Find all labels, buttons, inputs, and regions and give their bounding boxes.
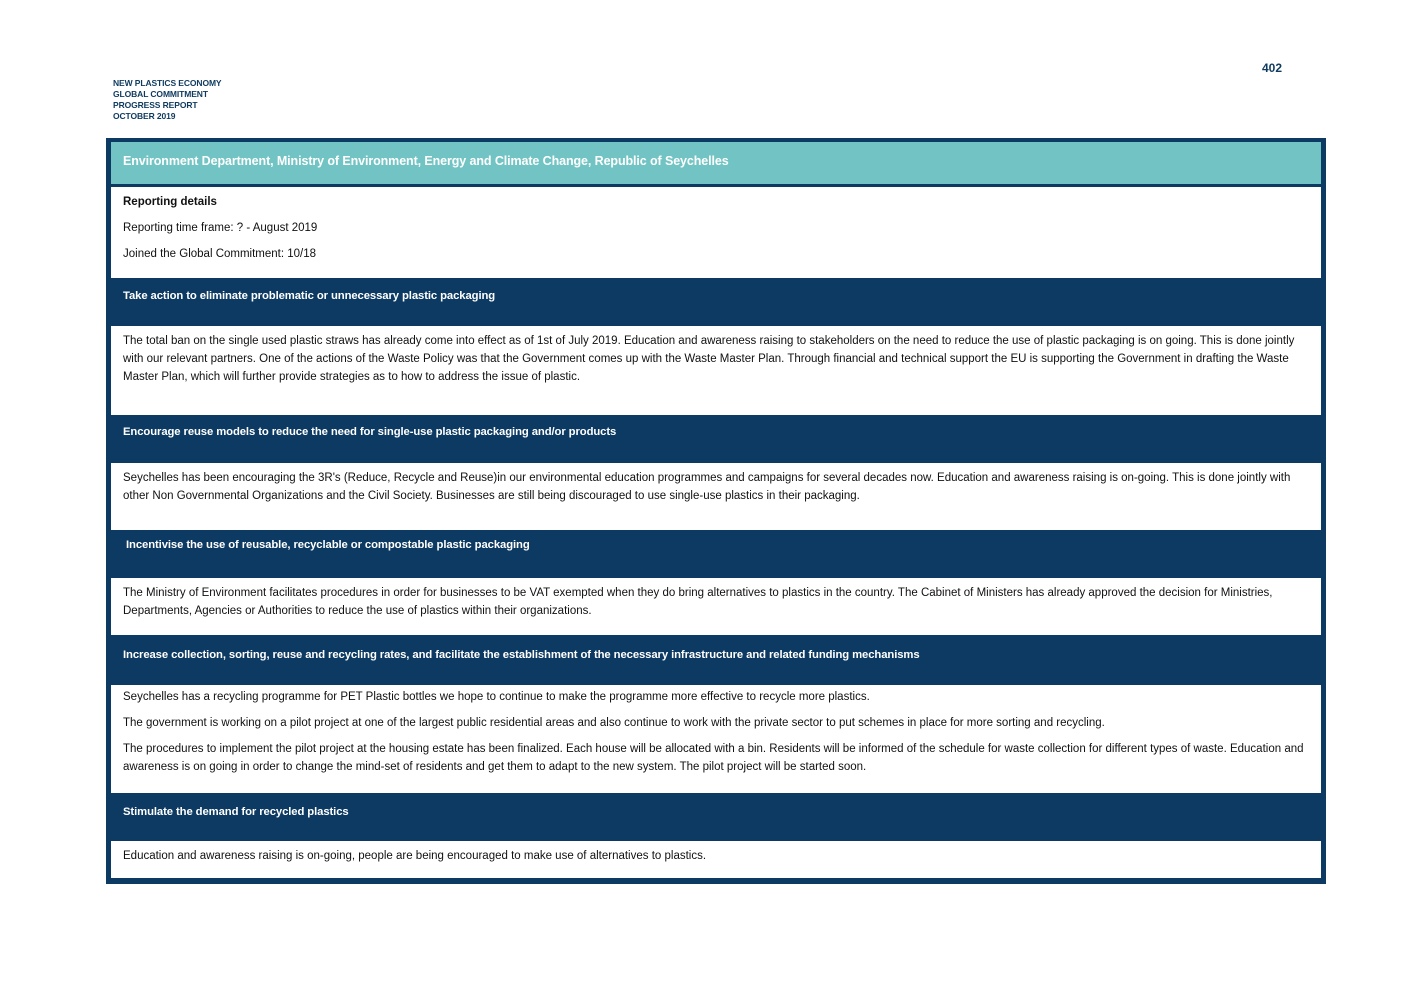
page-number: 402 [1262,61,1283,75]
section-heading: Encourage reuse models to reduce the need for single-use plastic packaging and/or products [123,426,617,438]
section-paragraph: The Ministry of Environment facilitates procedures in order for businesses to be VAT exempted when they do bring alternatives to plastics in the country. The Cabinet of Ministers has already approved the decision for Ministries, Departments, Agencies or Authorities to reduce the use of plastics within their organizations. [123,587,1273,617]
reporting-details [111,187,1321,278]
report-header [113,78,222,122]
section-body [111,326,1321,415]
section-paragraph: The government is working on a pilot project at one of the largest public residential areas and also continue to work with the private sector to put schemes in place for more sorting and recycling. [123,717,1105,729]
report-header-line: NEW PLASTICS ECONOMY [113,78,222,88]
section-body [111,463,1321,530]
section-paragraph: Education and awareness raising is on-going, people are being encouraged to make use of alternatives to plastics. [123,850,707,862]
section-heading: Stimulate the demand for recycled plastics [123,806,349,818]
section-paragraph: Seychelles has a recycling programme for PET Plastic bottles we hope to continue to make the programme more effective to recycle more plastics. [123,691,870,703]
section-body [111,685,1321,793]
section-body [111,841,1321,878]
section-paragraph: Seychelles has been encouraging the 3R's (Reduce, Recycle and Reuse)in our environmental education programmes and campaigns for several decades now. Education and awareness raising is on-going. This is done jointly with other Non Governmental Organizations and the Civil Society. Businesses are still being discouraged to use single-use plastics in their packaging. [123,472,1291,502]
section-body [111,578,1321,635]
report-header-line: OCTOBER 2019 [113,111,176,121]
reporting-time-frame: Reporting time frame: ? - August 2019 [123,222,318,234]
reporting-details-heading: Reporting details [123,196,217,208]
commitment-table [106,138,1326,884]
section-heading: Take action to eliminate problematic or unnecessary plastic packaging [123,290,496,302]
organization-title: Environment Department, Ministry of Environment, Energy and Climate Change, Republic of Seychelles [111,142,1321,184]
joined-date: Joined the Global Commitment: 10/18 [123,248,317,260]
section-heading: Increase collection, sorting, reuse and recycling rates, and facilitate the establishment of the necessary infrastructure and related funding mechanisms [123,649,920,661]
section-heading: Incentivise the use of reusable, recyclable or compostable plastic packaging [126,539,530,551]
section-paragraph: The procedures to implement the pilot project at the housing estate has been finalized. Each house will be allocated with a bin. Residents will be informed of the schedule for waste collection for different types of waste. Education and awareness is on going in order to change the mind-set of residents and get them to adapt to the new system. The pilot project will be started soon. [123,743,1304,773]
report-header-line: PROGRESS REPORT [113,100,198,110]
report-header-line: GLOBAL COMMITMENT [113,89,208,99]
section-paragraph: The total ban on the single used plastic straws has already come into effect as of 1st of July 2019. Education and awareness raising to stakeholders on the need to reduce the use of plastic packaging is on going. This is done jointly with our relevant partners. One of the actions of the Waste Policy was that the Government comes up with the Waste Master Plan. Through financial and technical support the EU is supporting the Government in drafting the Waste Master Plan, which will further provide strategies as to how to address the issue of plastic. [123,335,1295,383]
